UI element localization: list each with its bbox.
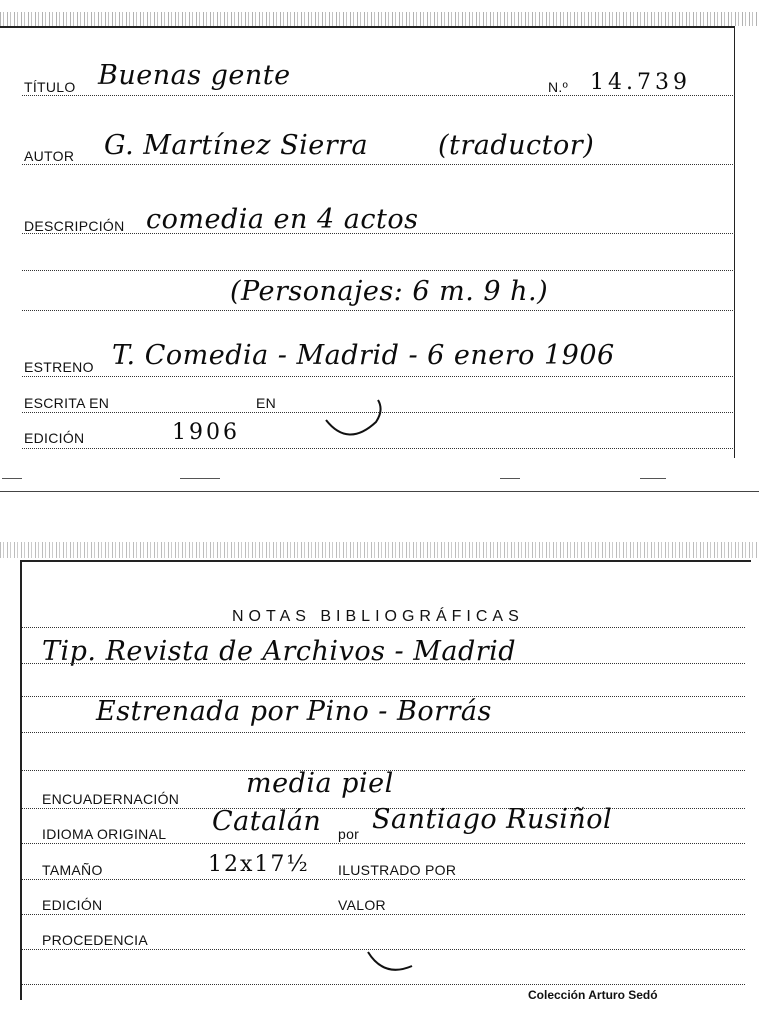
scan-mark bbox=[500, 478, 520, 479]
estreno-value: T. Comedia - Madrid - 6 enero 1906 bbox=[112, 340, 615, 371]
encuadernacion-label: ENCUADERNACIÓN bbox=[42, 791, 180, 807]
numero-value: 14.739 bbox=[590, 70, 691, 95]
card-top-border bbox=[20, 560, 751, 562]
card-right-border bbox=[734, 26, 736, 458]
scan-border-noise bbox=[0, 542, 759, 558]
cards-separator bbox=[0, 491, 759, 492]
nota-1: Tip. Revista de Archivos - Madrid bbox=[42, 636, 517, 667]
edicion-value: 1906 bbox=[172, 420, 240, 445]
descripcion-label: DESCRIPCIÓN bbox=[24, 218, 125, 234]
bottom-line bbox=[22, 984, 745, 985]
autor-note: (traductor) bbox=[438, 130, 595, 161]
estreno-line bbox=[22, 376, 735, 377]
tamano-line bbox=[22, 879, 745, 880]
personajes-line bbox=[22, 310, 735, 311]
edicion-line bbox=[22, 448, 735, 449]
scan-mark bbox=[2, 478, 22, 479]
scan-border-noise bbox=[0, 12, 759, 26]
nota-1-line bbox=[22, 663, 745, 664]
ilustrado-label: ILUSTRADO POR bbox=[338, 862, 457, 878]
catalog-card-notes bbox=[0, 538, 759, 1028]
tamano-value: 12x17½ bbox=[208, 852, 310, 877]
autor-label: AUTOR bbox=[24, 148, 75, 164]
titulo-label: TÍTULO bbox=[24, 79, 76, 95]
collection-footer: Colección Arturo Sedó bbox=[528, 988, 658, 1002]
scan-mark bbox=[640, 478, 666, 479]
tamano-label: TAMAÑO bbox=[42, 862, 103, 878]
punch-hole-arc bbox=[362, 942, 422, 978]
blank-line bbox=[22, 270, 735, 271]
nota-2: Estrenada por Pino - Borrás bbox=[96, 696, 492, 727]
catalog-card-title bbox=[0, 0, 759, 492]
valor-label: VALOR bbox=[338, 897, 386, 913]
procedencia-label: PROCEDENCIA bbox=[42, 932, 148, 948]
titulo-line bbox=[22, 95, 735, 96]
titulo-value: Buenas gente bbox=[98, 60, 291, 91]
estreno-label: ESTRENO bbox=[24, 359, 94, 375]
edicion-line bbox=[22, 914, 745, 915]
por-label: por bbox=[338, 826, 360, 842]
descripcion-line bbox=[22, 233, 735, 234]
idioma-line bbox=[22, 843, 745, 844]
idioma-label: IDIOMA ORIGINAL bbox=[42, 826, 167, 842]
notes-heading: NOTAS BIBLIOGRÁFICAS bbox=[232, 608, 524, 625]
punch-hole-arc bbox=[318, 392, 388, 444]
autor-line bbox=[22, 164, 735, 165]
personajes-value: (Personajes: 6 m. 9 h.) bbox=[230, 276, 549, 307]
idioma-value: Catalán bbox=[212, 806, 322, 837]
scan-mark bbox=[180, 478, 220, 479]
card-top-border bbox=[0, 26, 735, 28]
nota-2-line bbox=[22, 732, 745, 733]
descripcion-value: comedia en 4 actos bbox=[146, 204, 419, 235]
autor-value: G. Martínez Sierra bbox=[104, 130, 369, 161]
por-value: Santiago Rusiñol bbox=[372, 804, 613, 835]
escrita-label: ESCRITA EN bbox=[24, 395, 110, 411]
edicion-label: EDICIÓN bbox=[24, 430, 85, 446]
card-left-border bbox=[20, 560, 22, 1000]
heading-line bbox=[22, 627, 745, 628]
encuadernacion-value: media piel bbox=[246, 768, 394, 799]
numero-label: N.º bbox=[548, 79, 569, 95]
en-label: EN bbox=[256, 395, 277, 411]
edicion-label: EDICIÓN bbox=[42, 897, 103, 913]
